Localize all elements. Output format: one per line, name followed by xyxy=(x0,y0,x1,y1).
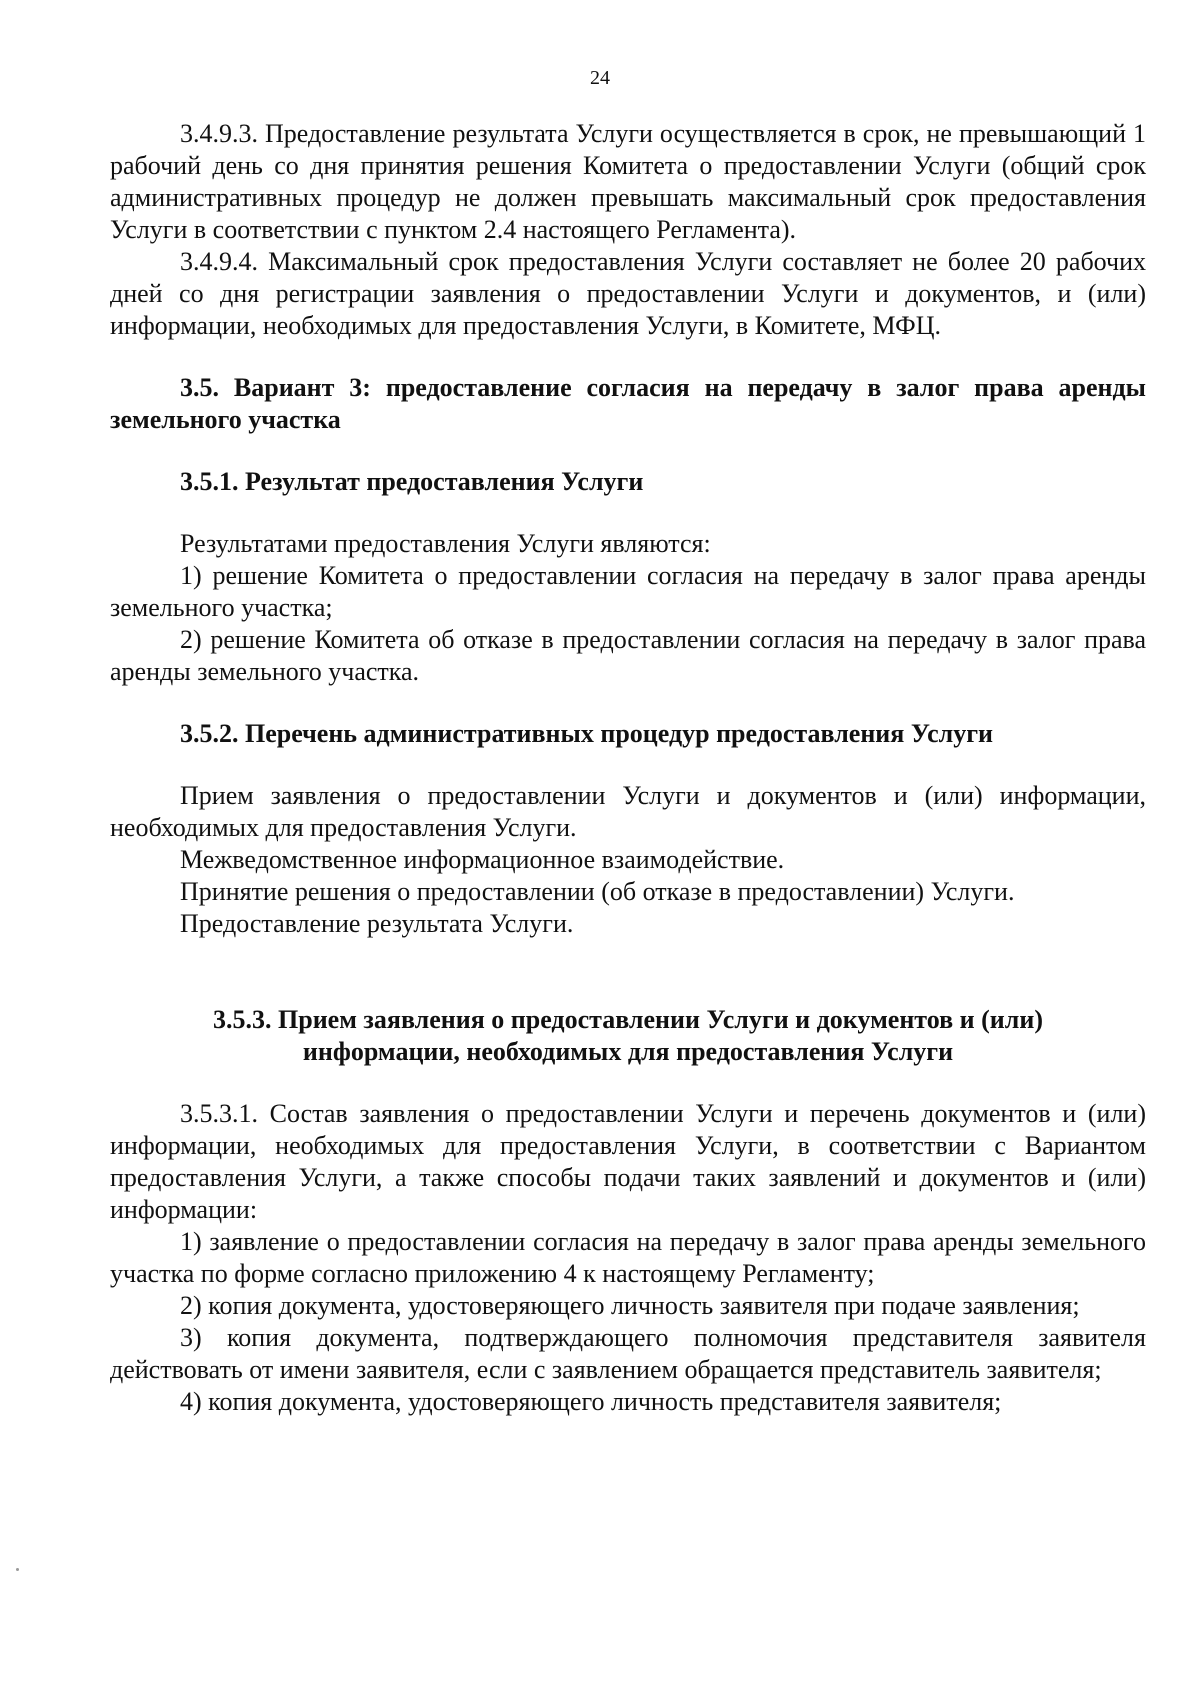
section-heading-3-5-3-line-2: информации, необходимых для предоставления Услуги xyxy=(302,1037,954,1066)
document-item-2: 2) копия документа, удостоверяющего личность заявителя при подаче заявления; xyxy=(180,1291,1080,1320)
paragraph-3-4-9-4: 3.4.9.4. Максимальный срок предоставления Услуги составляет не более 20 рабочих дней со дня регистрации заявления о предоставлении Услуги и документов, и (или) информации, необходимых для предоставления Услуги, в Комитете, МФЦ. xyxy=(110,247,1146,340)
result-item-2: 2) решение Комитета об отказе в предоставлении согласия на передачу в залог права аренды земельного участка. xyxy=(110,625,1146,686)
procedure-item-4: Предоставление результата Услуги. xyxy=(180,909,574,938)
section-heading-3-5-1: 3.5.1. Результат предоставления Услуги xyxy=(180,467,644,496)
document-item-3: 3) копия документа, подтверждающего полномочия представителя заявителя действовать от имени заявителя, если с заявлением обращается представитель заявителя; xyxy=(110,1323,1146,1384)
section-heading-3-5: 3.5. Вариант 3: предоставление согласия на передачу в залог права аренды земельного участка xyxy=(110,373,1146,434)
procedure-item-2: Межведомственное информационное взаимодействие. xyxy=(180,845,785,874)
section-heading-3-5-3-line-1: 3.5.3. Прием заявления о предоставлении Услуги и документов и (или) xyxy=(213,1005,1043,1034)
scan-dot xyxy=(16,1568,19,1571)
procedure-item-3: Принятие решения о предоставлении (об отказе в предоставлении) Услуги. xyxy=(180,877,1015,906)
document-item-4: 4) копия документа, удостоверяющего личность представителя заявителя; xyxy=(180,1387,1002,1416)
section-heading-3-5-2: 3.5.2. Перечень административных процедур предоставления Услуги xyxy=(180,719,994,748)
page-number: 24 xyxy=(590,67,610,89)
result-item-1: 1) решение Комитета о предоставлении согласия на передачу в залог права аренды земельного участка; xyxy=(110,561,1146,622)
results-intro: Результатами предоставления Услуги являются: xyxy=(180,529,711,558)
document-item-1: 1) заявление о предоставлении согласия на передачу в залог права аренды земельного участка по форме согласно приложению 4 к настоящему Регламенту; xyxy=(110,1227,1146,1288)
section-heading-3-5-3 xyxy=(110,1004,1146,1068)
document-body xyxy=(110,118,1146,1418)
paragraph-3-4-9-3: 3.4.9.3. Предоставление результата Услуги осуществляется в срок, не превышающий 1 рабочий день со дня принятия решения Комитета о предоставлении Услуги (общий срок административных процедур не должен превышать максимальный срок предоставления Услуги в соответствии с пунктом 2.4 настоящего Регламента). xyxy=(110,119,1146,244)
procedure-item-1: Прием заявления о предоставлении Услуги и документов и (или) информации, необходимых для предоставления Услуги. xyxy=(110,781,1146,842)
paragraph-3-5-3-1: 3.5.3.1. Состав заявления о предоставлении Услуги и перечень документов и (или) информации, необходимых для предоставления Услуги, в соответствии с Вариантом предоставления Услуги, а также способы подачи таких заявлений и документов и (или) информации: xyxy=(110,1099,1146,1224)
